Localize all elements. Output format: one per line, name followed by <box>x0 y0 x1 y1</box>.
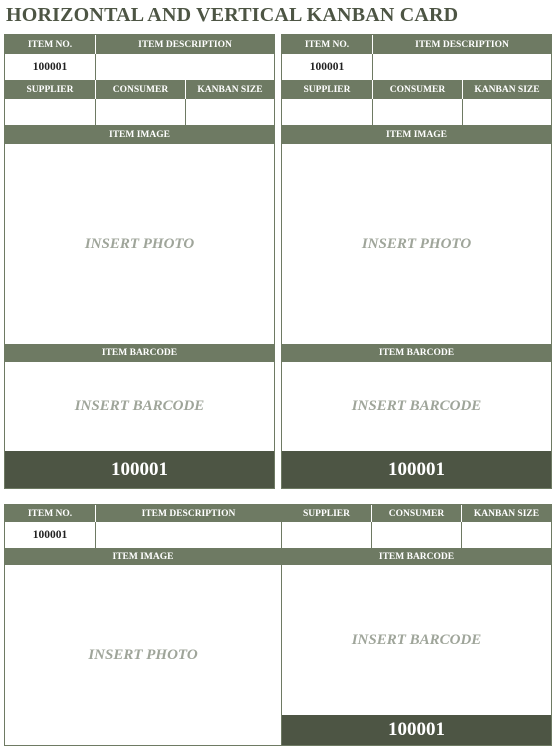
kanban-number-footer: 100001 <box>5 451 274 488</box>
consumer-header: CONSUMER <box>372 505 461 522</box>
insert-barcode-placeholder[interactable]: INSERT BARCODE <box>74 397 205 414</box>
insert-barcode-placeholder[interactable]: INSERT BARCODE <box>351 397 482 414</box>
supplier-header: SUPPLIER <box>282 505 371 522</box>
divider <box>372 54 373 80</box>
kanban-number-footer: 100001 <box>282 451 551 488</box>
divider <box>185 99 186 125</box>
divider <box>95 522 96 548</box>
kanban-number-footer: 100001 <box>282 715 551 745</box>
item-image-header: ITEM IMAGE <box>5 125 274 144</box>
item-description-header: ITEM DESCRIPTION <box>96 505 281 522</box>
insert-barcode-placeholder[interactable]: INSERT BARCODE <box>351 631 482 648</box>
item-barcode-header: ITEM BARCODE <box>5 344 274 362</box>
consumer-header: CONSUMER <box>96 80 185 99</box>
item-image-header: ITEM IMAGE <box>282 125 551 144</box>
item-description-field[interactable] <box>96 54 274 80</box>
divider <box>372 99 373 125</box>
vertical-kanban-card-1 <box>4 34 275 489</box>
item-barcode-header: ITEM BARCODE <box>282 548 551 565</box>
kanban-size-field[interactable] <box>462 522 551 548</box>
page-title: HORIZONTAL AND VERTICAL KANBAN CARD <box>6 4 459 26</box>
item-barcode-header: ITEM BARCODE <box>282 344 551 362</box>
divider <box>461 522 462 548</box>
item-description-field[interactable] <box>373 54 551 80</box>
supplier-field[interactable] <box>282 99 372 125</box>
kanban-size-field[interactable] <box>463 99 551 125</box>
item-description-field[interactable] <box>96 522 281 548</box>
consumer-field[interactable] <box>372 522 461 548</box>
insert-photo-placeholder[interactable]: INSERT PHOTO <box>84 235 195 252</box>
item-image-header: ITEM IMAGE <box>5 548 281 565</box>
consumer-field[interactable] <box>96 99 185 125</box>
consumer-field[interactable] <box>373 99 462 125</box>
supplier-header: SUPPLIER <box>5 80 95 99</box>
kanban-size-header: KANBAN SIZE <box>462 505 551 522</box>
supplier-field[interactable] <box>282 522 371 548</box>
kanban-size-header: KANBAN SIZE <box>463 80 551 99</box>
divider <box>462 99 463 125</box>
item-no-header: ITEM NO. <box>5 505 95 522</box>
divider <box>371 522 372 548</box>
item-no-value[interactable]: 100001 <box>282 54 372 80</box>
kanban-size-header: KANBAN SIZE <box>186 80 274 99</box>
item-no-header: ITEM NO. <box>5 35 95 54</box>
supplier-header: SUPPLIER <box>282 80 372 99</box>
item-no-value[interactable]: 100001 <box>5 54 95 80</box>
item-description-header: ITEM DESCRIPTION <box>373 35 551 54</box>
insert-photo-placeholder[interactable]: INSERT PHOTO <box>88 646 198 663</box>
item-description-header: ITEM DESCRIPTION <box>96 35 274 54</box>
vertical-kanban-card-2 <box>281 34 552 489</box>
divider <box>95 54 96 80</box>
kanban-size-field[interactable] <box>186 99 274 125</box>
supplier-field[interactable] <box>5 99 95 125</box>
insert-photo-placeholder[interactable]: INSERT PHOTO <box>361 235 472 252</box>
consumer-header: CONSUMER <box>373 80 462 99</box>
item-no-header: ITEM NO. <box>282 35 372 54</box>
horizontal-kanban-card <box>4 504 552 746</box>
divider <box>95 99 96 125</box>
item-no-value[interactable]: 100001 <box>5 522 95 548</box>
